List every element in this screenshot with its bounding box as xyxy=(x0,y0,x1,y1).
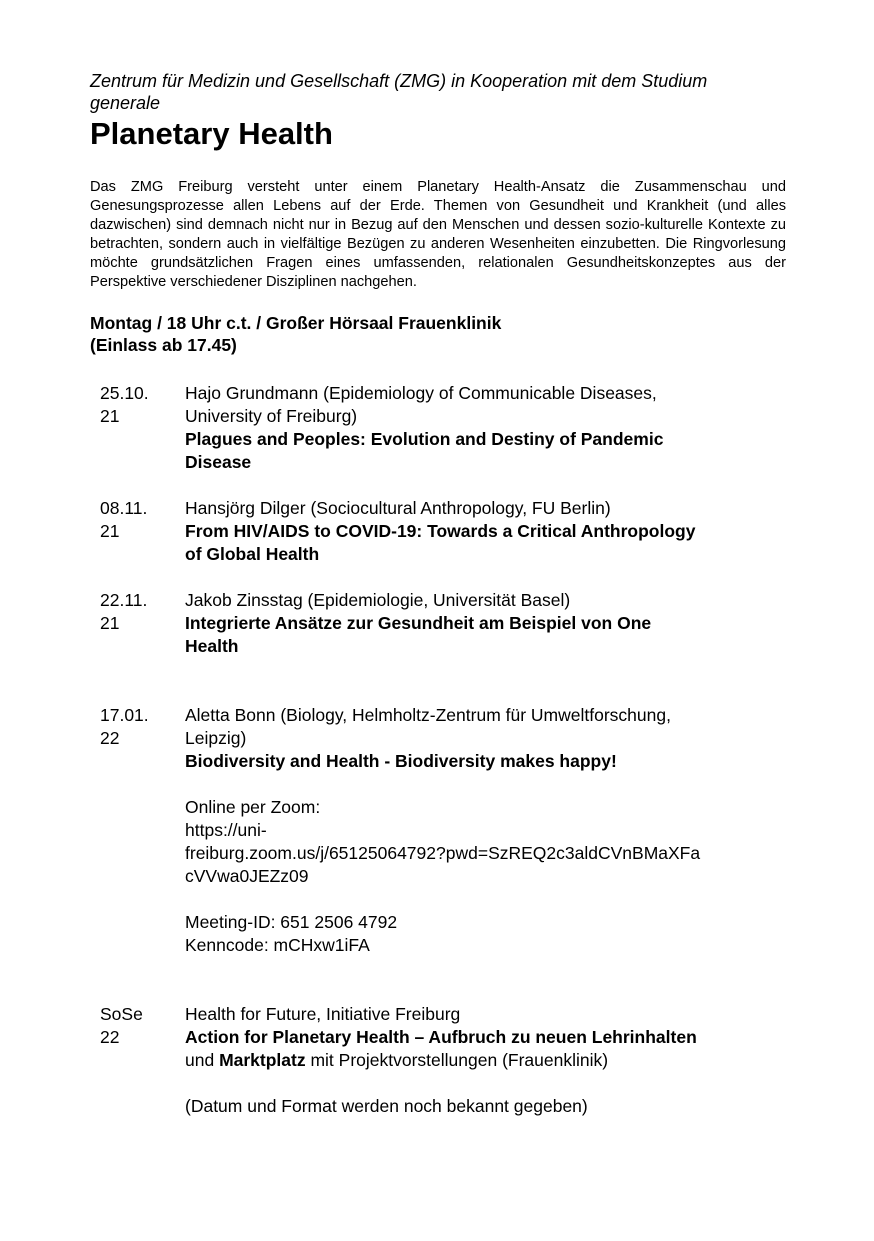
event-item xyxy=(90,1003,786,1118)
event-date xyxy=(90,1003,185,1118)
venue-line-2: (Einlass ab 17.45) xyxy=(90,335,237,355)
zoom-link-end[interactable]: cVVwa0JEZz09 xyxy=(185,866,309,886)
event-date-line-1: SoSe xyxy=(100,1004,143,1024)
event-speaker-affiliation: University of Freiburg) xyxy=(185,406,358,426)
venue-info xyxy=(90,312,786,356)
event-date xyxy=(90,382,185,474)
event-title: Action for Planetary Health – Aufbruch zu neuen Lehrinhalten xyxy=(185,1027,697,1047)
event-title-cont-bold: Marktplatz xyxy=(219,1050,306,1070)
intro-paragraph: Das ZMG Freiburg versteht unter einem Planetary Health-Ansatz die Zusammenschau und Genesungsprozesse allen Lebens auf der Erde. Themen von Gesundheit und Krankheit (und alles dazwischen) sind demnach nicht nur in Bezug auf den Menschen und dessen sozio-kulturelle Kontexte zu betrachten, sondern auch in vielfältige Bezügen zu anderen Wesenheiten einzubetten. Die Ringvorlesung möchte grundsätzlichen Fragen eines umfassenden, relationalen Gesundheitskonzeptes aus der Perspektive verschiedener Disziplinen nachgehen. xyxy=(90,179,786,290)
event-body xyxy=(185,382,786,474)
event-item xyxy=(90,589,786,658)
document-page xyxy=(90,70,786,1118)
event-item xyxy=(90,382,786,474)
event-body xyxy=(185,1003,786,1118)
venue-line-1: Montag / 18 Uhr c.t. / Großer Hörsaal Frauenklinik xyxy=(90,313,502,333)
event-speaker-affiliation: Leipzig) xyxy=(185,728,247,748)
event-title-cont: Health xyxy=(185,636,239,656)
event-date-line-2: 21 xyxy=(100,613,120,633)
event-date-line-1: 25.10. xyxy=(100,383,149,403)
event-date-line-2: 21 xyxy=(100,406,120,426)
event-title: Integrierte Ansätze zur Gesundheit am Beispiel von One xyxy=(185,613,652,633)
event-item xyxy=(90,497,786,566)
subtitle-line-2: generale xyxy=(90,93,161,113)
event-speaker: Health for Future, Initiative Freiburg xyxy=(185,1004,461,1024)
page-title: Planetary Health xyxy=(90,116,333,151)
event-date-line-1: 22.11. xyxy=(100,590,148,610)
event-date xyxy=(90,704,185,957)
event-title-cont: of Global Health xyxy=(185,544,320,564)
meeting-id: Meeting-ID: 651 2506 4792 xyxy=(185,912,398,932)
event-body xyxy=(185,704,786,957)
event-title-cont xyxy=(185,1049,786,1072)
event-date-line-1: 08.11. xyxy=(100,498,148,518)
event-date-line-2: 21 xyxy=(100,521,120,541)
zoom-link[interactable]: https://uni- xyxy=(185,820,267,840)
event-speaker: Aletta Bonn (Biology, Helmholtz-Zentrum für Umweltforschung, xyxy=(185,705,671,725)
event-date-line-2: 22 xyxy=(100,1027,120,1047)
event-speaker: Hansjörg Dilger (Sociocultural Anthropology, FU Berlin) xyxy=(185,498,611,518)
event-date xyxy=(90,589,185,658)
event-list xyxy=(90,382,786,1118)
organizer-subtitle xyxy=(90,70,786,114)
event-date-line-2: 22 xyxy=(100,728,120,748)
event-title: Biodiversity and Health - Biodiversity makes happy! xyxy=(185,751,617,771)
event-date-line-1: 17.01. xyxy=(100,705,149,725)
event-title: Plagues and Peoples: Evolution and Destiny of Pandemic xyxy=(185,429,664,449)
event-date xyxy=(90,497,185,566)
event-body xyxy=(185,589,786,658)
event-title-cont: Disease xyxy=(185,452,252,472)
event-title-cont-pre: und xyxy=(185,1050,220,1070)
event-title: From HIV/AIDS to COVID-19: Towards a Critical Anthropology xyxy=(185,521,696,541)
event-item xyxy=(90,704,786,957)
event-note: (Datum und Format werden noch bekannt gegeben) xyxy=(185,1096,588,1116)
event-title-cont-post: mit Projektvorstellungen (Frauenklinik) xyxy=(305,1050,609,1070)
meeting-passcode: Kenncode: mCHxw1iFA xyxy=(185,935,370,955)
subtitle-line-1: Zentrum für Medizin und Gesellschaft (ZMG) in Kooperation mit dem Studium xyxy=(90,71,708,91)
zoom-label: Online per Zoom: xyxy=(185,797,321,817)
event-speaker: Hajo Grundmann (Epidemiology of Communicable Diseases, xyxy=(185,383,657,403)
zoom-link-cont[interactable]: freiburg.zoom.us/j/65125064792?pwd=SzREQ2c3aldCVnBMaXFa xyxy=(185,843,701,863)
event-speaker: Jakob Zinsstag (Epidemiologie, Universität Basel) xyxy=(185,590,571,610)
event-body xyxy=(185,497,786,566)
